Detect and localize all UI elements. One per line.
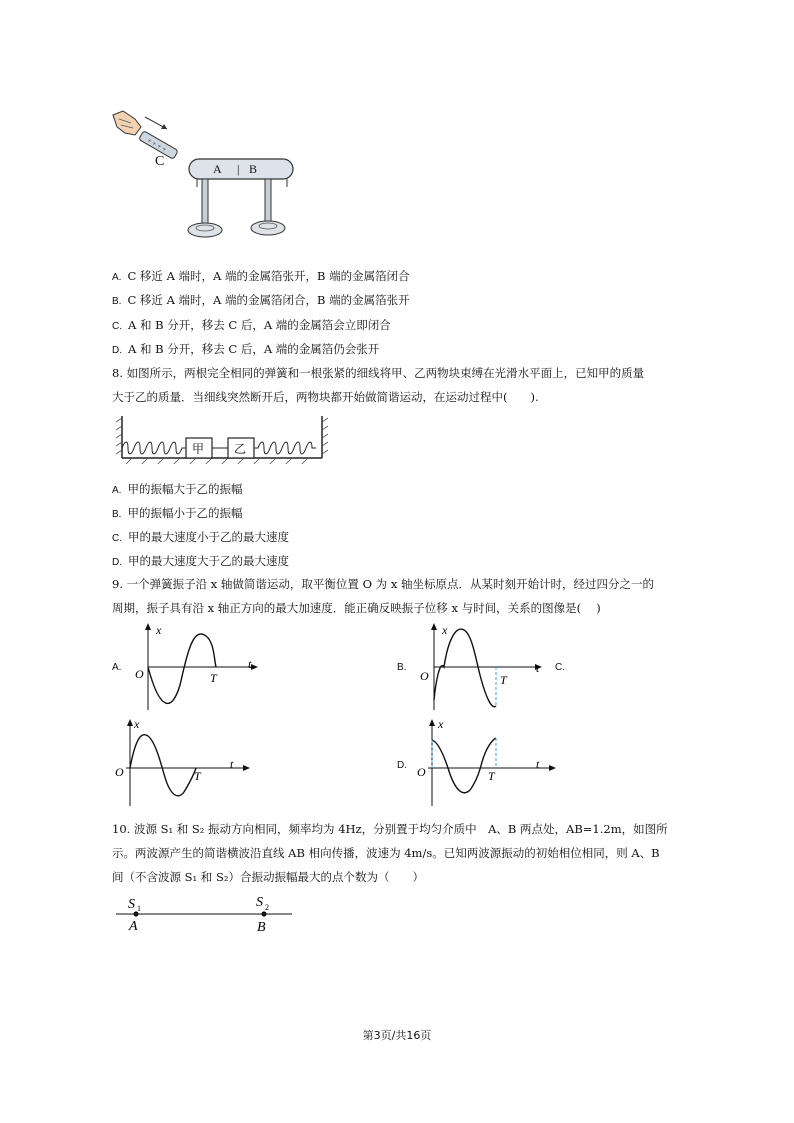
option-text: 甲的最大速度大于乙的最大速度	[128, 554, 289, 568]
q7-option-d[interactable]	[112, 341, 379, 357]
s1-subscript: 1	[137, 904, 141, 913]
period-label: T	[500, 673, 507, 687]
q9-graph-a-key[interactable]: A.	[112, 662, 122, 673]
option-key: B.	[112, 509, 122, 520]
axis-t-label: t	[536, 661, 540, 675]
option-text: A 和 B 分开，移去 C 后，A 端的金属箔仍会张开	[128, 342, 380, 356]
option-text: A 和 B 分开，移去 C 后，A 端的金属箔会立即闭合	[128, 318, 391, 332]
option-key: B.	[112, 296, 122, 307]
q8-option-c[interactable]	[112, 529, 289, 545]
option-key: D.	[112, 557, 122, 568]
q9-stem-line2: 周期，振子具有沿 x 轴正方向的最大加速度．能正确反映振子位移 x 与时间，关系的图像是( )	[112, 601, 601, 615]
origin-label: O	[115, 765, 124, 779]
svg-text:+ + + +: + + + +	[145, 136, 168, 154]
option-text: 甲的振幅小于乙的振幅	[127, 506, 243, 520]
q9-graph-a[interactable]	[130, 620, 270, 712]
q8-option-d[interactable]	[112, 553, 289, 569]
q8-stem-line2: 大于乙的质量．当细线突然断开后，两物块都开始做简谐运动，在运动过程中( ).	[112, 390, 539, 404]
s2-label: S	[256, 895, 263, 910]
end-a-label: A	[213, 162, 222, 176]
q10-line1: 10. 波源 S₁ 和 S₂ 振动方向相同，频率均为 4Hz，分别置于均匀介质中 A、B 两点处，AB=1.2m，如图所	[112, 822, 668, 836]
origin-label: O	[135, 667, 144, 681]
option-text: 甲的振幅大于乙的振幅	[127, 482, 243, 496]
option-text: C 移近 A 端时，A 端的金属箔闭合，B 端的金属箔张开	[127, 293, 410, 307]
q7-option-a[interactable]	[112, 268, 410, 284]
axis-x-label: x	[438, 717, 444, 731]
q7-electroscope-figure	[105, 105, 305, 245]
point-b-label: B	[257, 920, 266, 934]
option-key: C.	[112, 321, 122, 332]
q10-line2: 示。两波源产生的简谐横波沿直线 AB 相向传播，波速为 4m/s。已知两波源振动的初始相位相同，则 A、B	[112, 846, 660, 860]
option-key: D.	[112, 345, 122, 356]
rod-c-label: C	[155, 154, 165, 169]
period-label: T	[210, 671, 217, 685]
page-number: 第3页/共16页	[362, 1029, 432, 1042]
origin-label: O	[420, 669, 429, 683]
q9-graph-b[interactable]	[416, 620, 556, 712]
q7-option-c[interactable]	[112, 317, 391, 333]
axis-t-label: t	[536, 757, 540, 771]
option-key: C.	[112, 533, 122, 544]
end-b-label: B	[249, 162, 258, 176]
axis-t-label: t	[230, 757, 234, 771]
option-key: A.	[112, 485, 122, 496]
q9-graph-c-key[interactable]: C.	[555, 662, 565, 673]
block-yi-label: 乙	[234, 442, 247, 456]
axis-t-label: t	[248, 657, 252, 671]
axis-x-label: x	[156, 623, 162, 637]
axis-x-label: x	[134, 717, 140, 731]
q8-option-b[interactable]	[112, 505, 242, 521]
origin-label: O	[417, 765, 426, 779]
option-text: C 移近 A 端时，A 端的金属箔张开，B 端的金属箔闭合	[127, 269, 410, 283]
q9-graph-c[interactable]	[112, 716, 262, 808]
s2-subscript: 2	[265, 903, 269, 912]
q7-option-b[interactable]	[112, 292, 410, 308]
option-text: 甲的最大速度小于乙的最大速度	[128, 530, 289, 544]
block-jia-label: 甲	[192, 442, 205, 456]
separator-label: |	[237, 162, 240, 176]
q8-option-a[interactable]	[112, 481, 242, 497]
q9-graph-d-key[interactable]: D.	[397, 760, 407, 771]
q9-graph-d[interactable]	[414, 716, 564, 808]
option-key: A.	[112, 272, 122, 283]
q8-stem-line1: 8. 如图所示，两根完全相同的弹簧和一根张紧的细线将甲、乙两物块束缚在光滑水平面上，已知甲的质量	[112, 366, 645, 380]
q10-line3: 间（不含波源 S₁ 和 S₂）合振动振幅最大的点个数为（ ）	[112, 870, 424, 884]
q9-graph-b-key[interactable]: B.	[397, 662, 407, 673]
period-label: T	[194, 769, 201, 783]
q9-stem-line1: 9. 一个弹簧振子沿 x 轴做简谐运动，取平衡位置 O 为 x 轴坐标原点．从某时刻开始计时，经过四分之一的	[112, 577, 654, 591]
axis-x-label: x	[442, 623, 448, 637]
period-label: T	[488, 769, 495, 783]
point-a-label: A	[129, 919, 138, 934]
q10-sources-figure	[112, 890, 297, 934]
q8-spring-figure	[114, 412, 334, 464]
s1-label: S	[128, 897, 135, 912]
